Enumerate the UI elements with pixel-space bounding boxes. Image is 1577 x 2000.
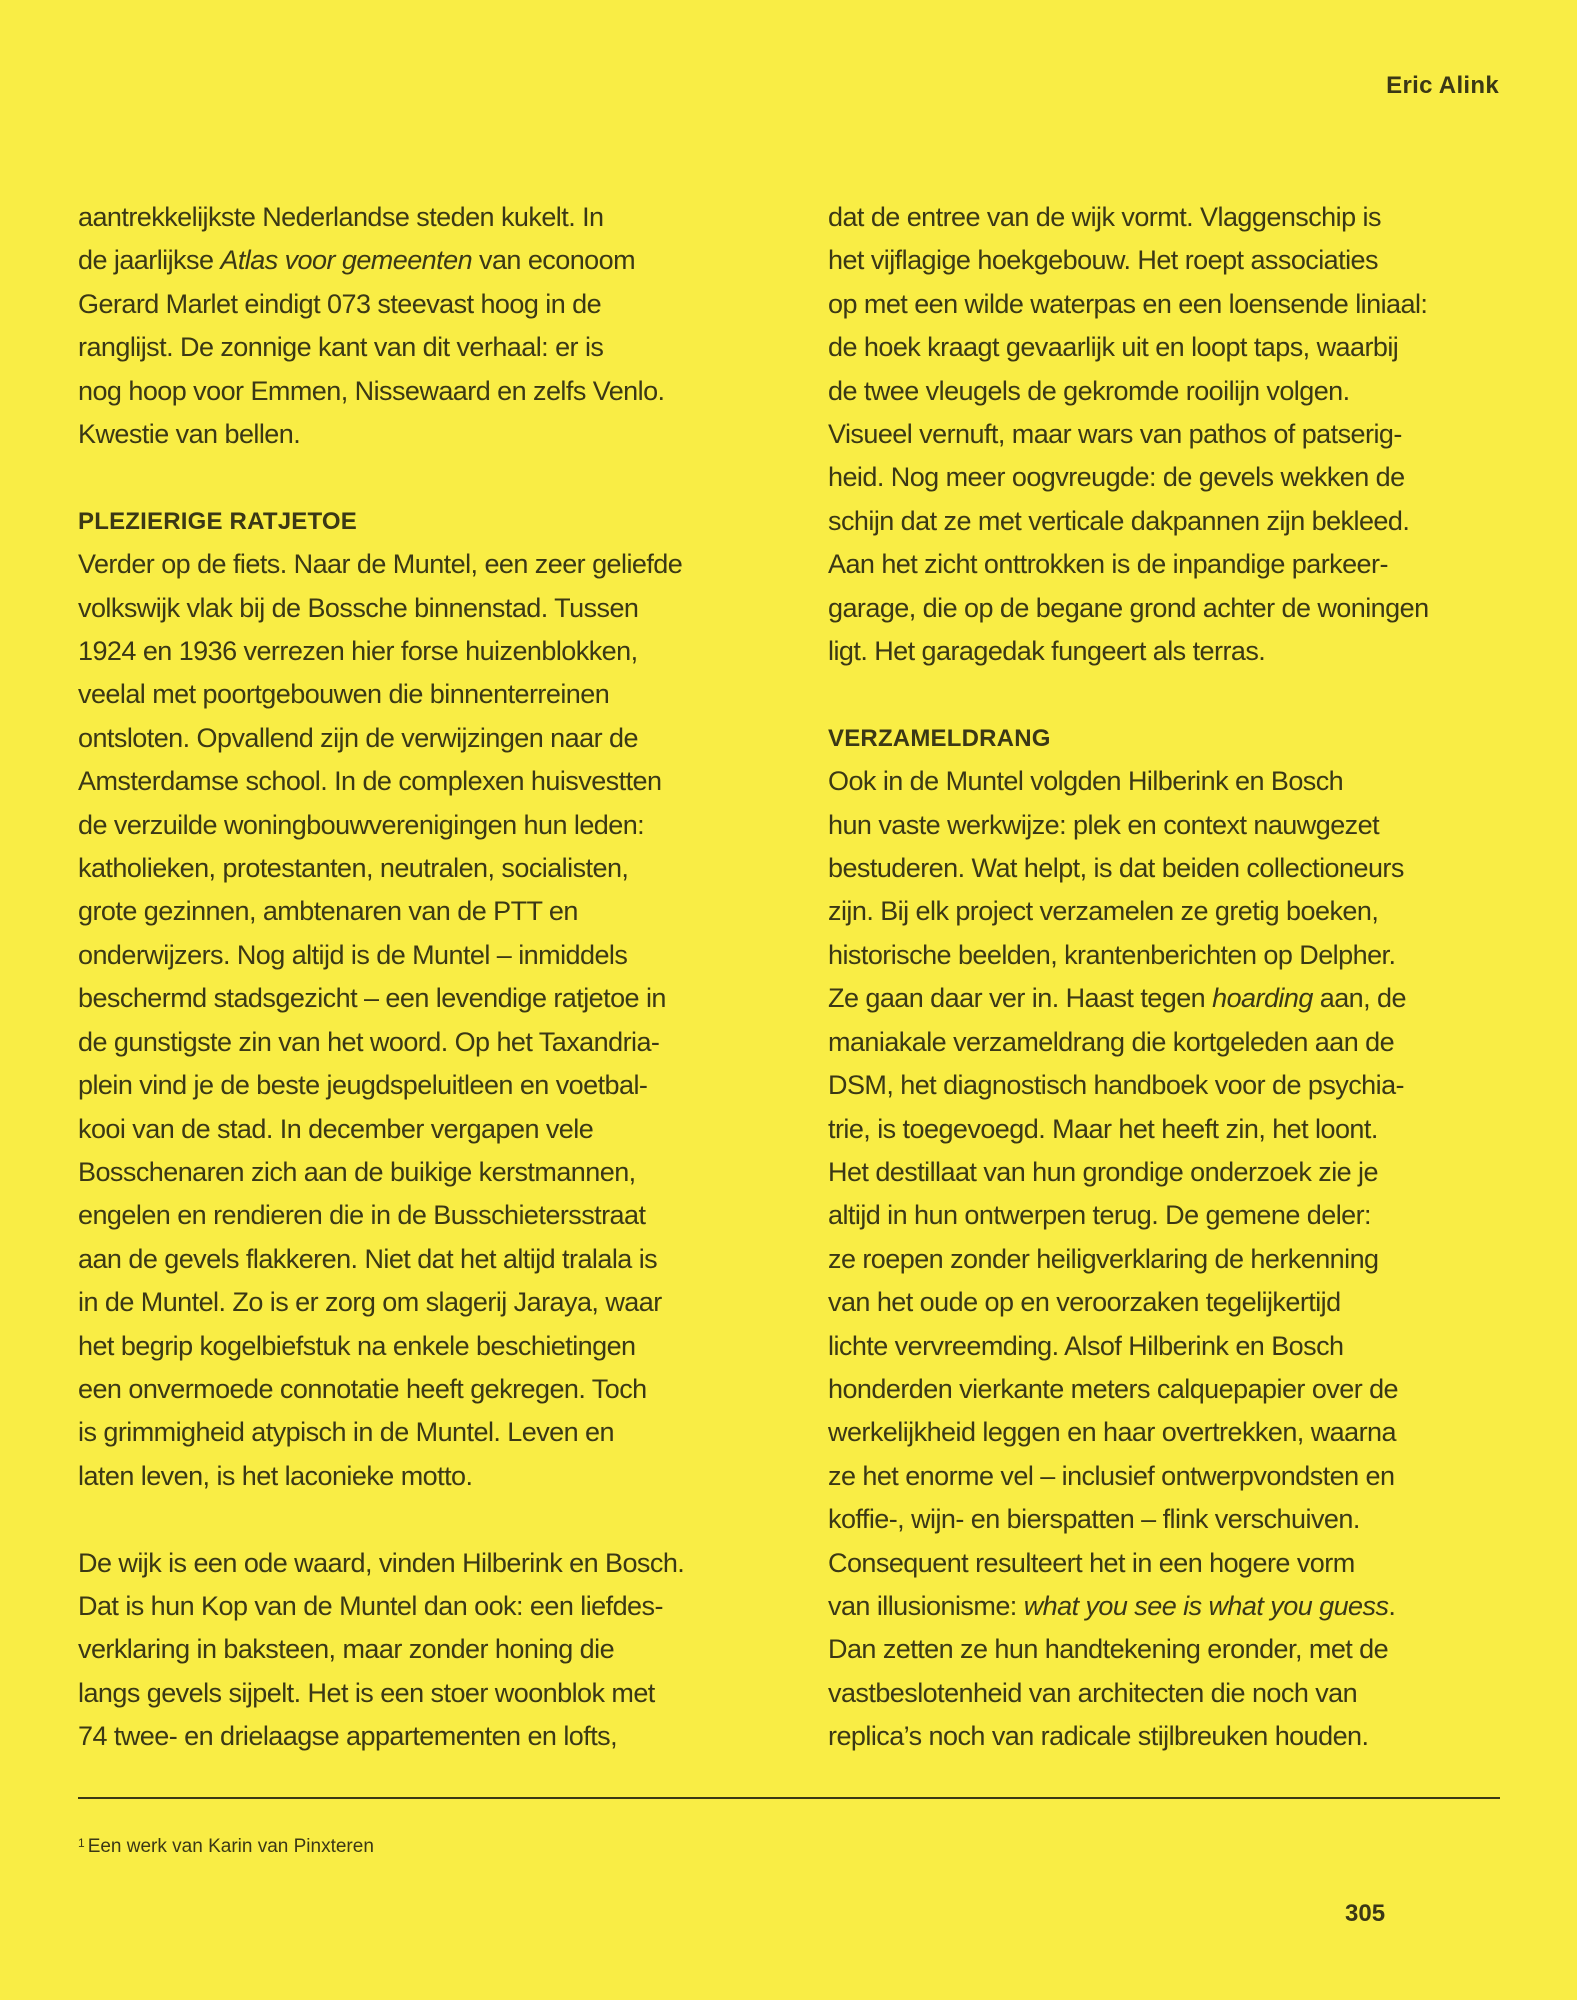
text-line: ze het enorme vel – inclusief ontwerpvondsten en bbox=[828, 1460, 1395, 1491]
paragraph-gap bbox=[78, 456, 768, 499]
closing-paragraph bbox=[78, 1542, 768, 1759]
text-line: Aan het zicht onttrokken is de inpandige parkeer- bbox=[828, 549, 1388, 580]
text-line: Bosschenaren zich aan de buikige kerstmannen, bbox=[78, 1156, 636, 1187]
text-line bbox=[828, 1585, 1518, 1628]
text-line: maniakale verzameldrang die kortgeleden aan de bbox=[828, 1026, 1395, 1057]
text-line: ranglijst. De zonnige kant van dit verhaal: er is bbox=[78, 332, 604, 363]
footnote-text: Een werk van Karin van Pinxteren bbox=[87, 1836, 374, 1857]
section-heading: PLEZIERIGE RATJETOE bbox=[78, 507, 357, 535]
text-line: 1924 en 1936 verrezen hier forse huizenblokken, bbox=[78, 636, 638, 667]
text-line: engelen en rendieren die in de Busschietersstraat bbox=[78, 1200, 646, 1231]
text-line: lichte vervreemding. Alsof Hilberink en Bosch bbox=[828, 1330, 1344, 1361]
text-line: werkelijkheid leggen en haar overtrekken, waarna bbox=[828, 1417, 1396, 1448]
text-line: garage, die op de begane grond achter de woningen bbox=[828, 592, 1429, 623]
intro-paragraph bbox=[828, 196, 1518, 673]
text-line: laten leven, is het laconieke motto. bbox=[78, 1460, 473, 1491]
text-line: ze roepen zonder heiligverklaring de herkenning bbox=[828, 1243, 1379, 1274]
text-line: Kwestie van bellen. bbox=[78, 419, 301, 450]
text-line: zijn. Bij elk project verzamelen ze gretig boeken, bbox=[828, 896, 1379, 927]
text-line: aan de gevels flakkeren. Niet dat het altijd tralala is bbox=[78, 1243, 658, 1274]
text-line: katholieken, protestanten, neutralen, socialisten, bbox=[78, 853, 629, 884]
text-line: replica’s noch van radicale stijlbreuken houden. bbox=[828, 1721, 1369, 1752]
text-line: langs gevels sijpelt. Het is een stoer woonblok met bbox=[78, 1677, 655, 1708]
text-line: de twee vleugels de gekromde rooilijn volgen. bbox=[828, 375, 1350, 406]
text-line: altijd in hun ontwerpen terug. De gemene deler: bbox=[828, 1200, 1372, 1231]
text-line: grote gezinnen, ambtenaren van de PTT en bbox=[78, 896, 578, 927]
text-line: het begrip kogelbiefstuk na enkele beschietingen bbox=[78, 1330, 636, 1361]
section-paragraph bbox=[78, 543, 768, 1498]
text-line bbox=[828, 977, 1518, 1020]
text-line: trie, is toegevoegd. Maar het heeft zin, het loont. bbox=[828, 1113, 1378, 1144]
text-run: . bbox=[1388, 1590, 1396, 1621]
text-line: 74 twee- en drielaagse appartementen en lofts, bbox=[78, 1721, 618, 1752]
text-line: Visueel vernuft, maar wars van pathos of patserig- bbox=[828, 419, 1402, 450]
text-line: De wijk is een ode waard, vinden Hilberink en Bosch. bbox=[78, 1547, 685, 1578]
footnote bbox=[78, 1836, 374, 1858]
page-number: 305 bbox=[1345, 1900, 1386, 1927]
running-head-author: Eric Alink bbox=[1386, 72, 1499, 99]
text-line: verklaring in baksteen, maar zonder honing die bbox=[78, 1634, 615, 1665]
text-line: aantrekkelijkste Nederlandse steden kukelt. In bbox=[78, 202, 604, 232]
text-line: schijn dat ze met verticale dakpannen zijn bekleed. bbox=[828, 505, 1410, 536]
text-line: hun vaste werkwijze: plek en context nauwgezet bbox=[828, 809, 1380, 840]
text-line: Verder op de fiets. Naar de Muntel, een zeer geliefde bbox=[78, 549, 683, 580]
text-run: van econoom bbox=[472, 245, 636, 276]
text-run: van illusionisme: bbox=[828, 1590, 1024, 1621]
text-line: een onvermoede connotatie heeft gekregen. Toch bbox=[78, 1373, 647, 1404]
text-line: Het destillaat van hun grondige onderzoek zie je bbox=[828, 1156, 1378, 1187]
text-line: bestuderen. Wat helpt, is dat beiden collectioneurs bbox=[828, 853, 1404, 884]
italic-phrase: Atlas voor gemeenten bbox=[220, 245, 473, 276]
text-line: Amsterdamse school. In de complexen huisvestten bbox=[78, 766, 662, 797]
left-column bbox=[78, 196, 768, 1759]
text-line: kooi van de stad. In december vergapen vele bbox=[78, 1113, 594, 1144]
text-line: honderden vierkante meters calquepapier over de bbox=[828, 1373, 1399, 1404]
text-line: ontsloten. Opvallend zijn de verwijzingen naar de bbox=[78, 722, 638, 753]
text-line: op met een wilde waterpas en een loensende liniaal: bbox=[828, 288, 1428, 319]
text-line: de gunstigste zin van het woord. Op het Taxandria- bbox=[78, 1026, 660, 1057]
text-line: onderwijzers. Nog altijd is de Muntel – inmiddels bbox=[78, 939, 628, 970]
intro-paragraph bbox=[78, 196, 768, 456]
text-line: heid. Nog meer oogvreugde: de gevels wekken de bbox=[828, 462, 1405, 493]
paragraph-gap bbox=[828, 673, 1518, 716]
text-line: de verzuilde woningbouwverenigingen hun leden: bbox=[78, 809, 645, 840]
text-line: is grimmigheid atypisch in de Muntel. Leven en bbox=[78, 1417, 614, 1448]
text-line: het vijflagige hoekgebouw. Het roept associaties bbox=[828, 245, 1378, 276]
text-line: nog hoop voor Emmen, Nissewaard en zelfs Venlo. bbox=[78, 375, 665, 406]
text-line bbox=[78, 239, 768, 282]
text-line: ligt. Het garagedak fungeert als terras. bbox=[828, 636, 1266, 667]
section-heading: VERZAMELDRANG bbox=[828, 724, 1051, 752]
text-line: Ook in de Muntel volgden Hilberink en Bosch bbox=[828, 766, 1344, 797]
footnote-marker: 1 bbox=[78, 1836, 85, 1850]
right-column bbox=[828, 196, 1518, 1759]
text-line: koffie-, wijn- en bierspatten – flink verschuiven. bbox=[828, 1504, 1360, 1535]
italic-phrase: what you see is what you guess bbox=[1023, 1590, 1389, 1621]
text-line: van het oude op en veroorzaken tegelijkertijd bbox=[828, 1287, 1341, 1318]
text-line: Gerard Marlet eindigt 073 steevast hoog in de bbox=[78, 288, 602, 319]
footnote-divider bbox=[78, 1797, 1500, 1799]
text-run: aan, de bbox=[1312, 983, 1406, 1014]
text-run: de jaarlijkse bbox=[78, 245, 221, 276]
text-line: vastbeslotenheid van architecten die noch van bbox=[828, 1677, 1358, 1708]
text-line: in de Muntel. Zo is er zorg om slagerij Jaraya, waar bbox=[78, 1287, 662, 1318]
text-line: de hoek kraagt gevaarlijk uit en loopt taps, waarbij bbox=[828, 332, 1399, 363]
text-line: veelal met poortgebouwen die binnenterreinen bbox=[78, 679, 610, 710]
paragraph-gap bbox=[78, 1498, 768, 1541]
text-run: Ze gaan daar ver in. Haast tegen bbox=[828, 983, 1213, 1014]
text-line: DSM, het diagnostisch handboek voor de psychia- bbox=[828, 1070, 1404, 1101]
text-line: dat de entree van de wijk vormt. Vlaggenschip is bbox=[828, 202, 1381, 232]
text-line: historische beelden, krantenberichten op Delpher. bbox=[828, 939, 1396, 970]
section-paragraph bbox=[828, 760, 1518, 1758]
text-line: plein vind je de beste jeugdspeluitleen en voetbal- bbox=[78, 1070, 648, 1101]
text-line: beschermd stadsgezicht – een levendige ratjetoe in bbox=[78, 983, 666, 1014]
text-line: Dat is hun Kop van de Muntel dan ook: een liefdes- bbox=[78, 1590, 663, 1621]
text-line: volkswijk vlak bij de Bossche binnenstad. Tussen bbox=[78, 592, 639, 623]
text-line: Consequent resulteert het in een hogere vorm bbox=[828, 1547, 1355, 1578]
text-line: Dan zetten ze hun handtekening eronder, met de bbox=[828, 1634, 1389, 1665]
italic-phrase: hoarding bbox=[1212, 983, 1313, 1014]
